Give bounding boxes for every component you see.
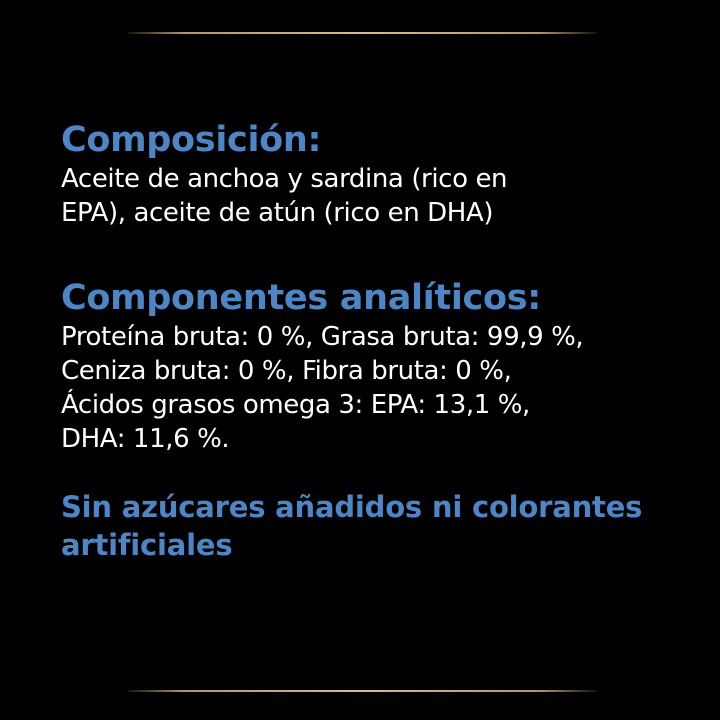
composition-heading: Composición: (61, 120, 322, 160)
bottom-gold-divider-line (128, 690, 596, 692)
analytical-line-4: DHA: 11,6 %. (61, 424, 230, 454)
analytical-line-3: Ácidos grasos omega 3: EPA: 13,1 %, (61, 390, 530, 420)
analytical-heading: Componentes analíticos: (61, 278, 541, 318)
analytical-text (61, 320, 701, 456)
analytical-section (61, 276, 701, 456)
bottom-gold-divider (128, 690, 596, 692)
tagline (61, 488, 701, 564)
composition-line-2: EPA), aceite de atún (rico en DHA) (61, 198, 494, 228)
composition-line-1: Aceite de anchoa y sardina (rico en (61, 164, 508, 194)
top-gold-divider (128, 32, 596, 34)
tagline-line-1: Sin azúcares añadidos ni colorantes (61, 490, 643, 524)
top-gold-divider-line (128, 32, 596, 34)
composition-section (61, 118, 701, 230)
tagline-line-2: artificiales (61, 528, 233, 562)
content-block (61, 118, 701, 564)
analytical-line-1: Proteína bruta: 0 %, Grasa bruta: 99,9 %, (61, 322, 584, 352)
analytical-line-2: Ceniza bruta: 0 %, Fibra bruta: 0 %, (61, 356, 512, 386)
composition-text (61, 162, 701, 230)
